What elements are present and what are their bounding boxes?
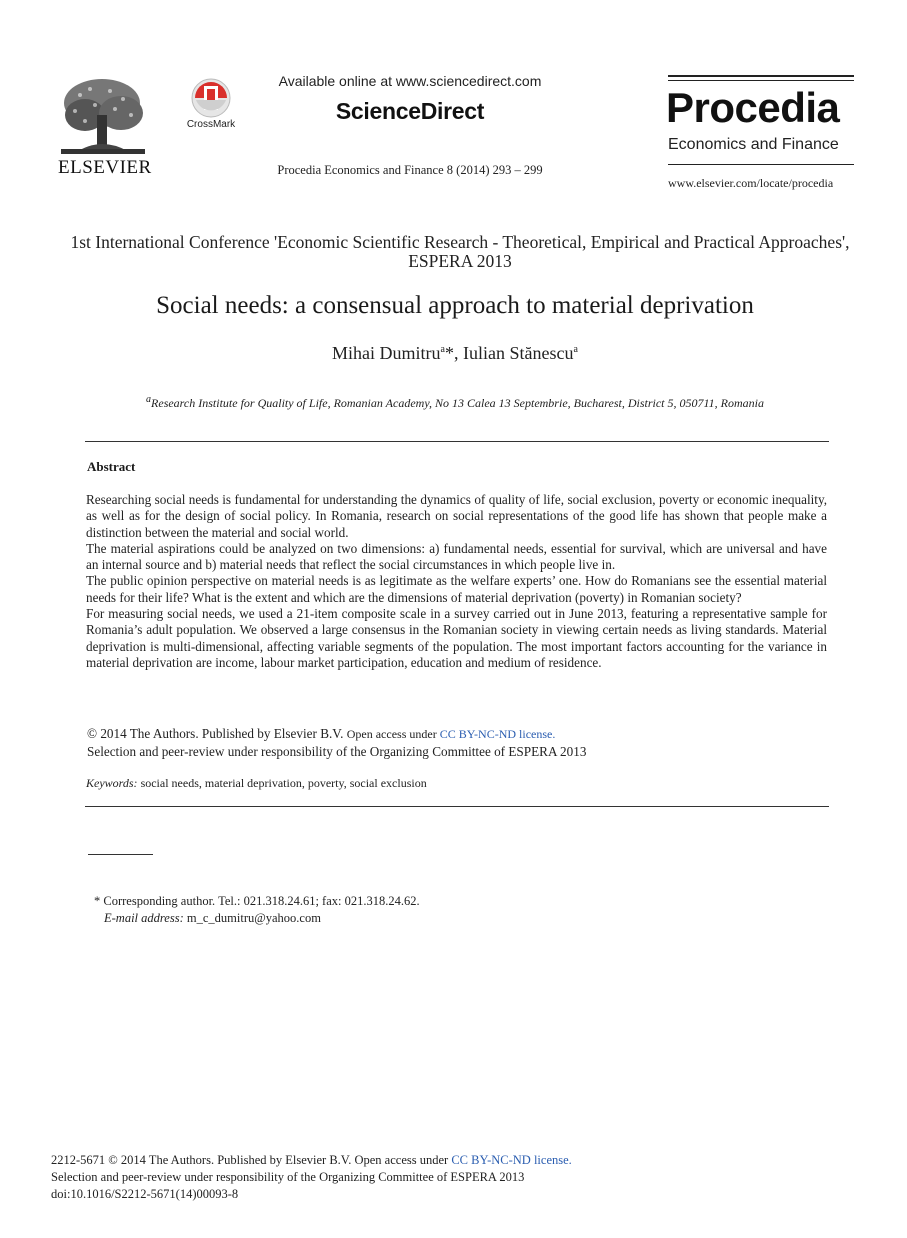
email-label: E-mail address: [104,911,184,925]
affiliation-text: Research Institute for Quality of Life, Romanian Academy, No 13 Calea 13 Septembrie, Bucharest, District 5, 050711, Romania [151,396,764,410]
footer-selection: Selection and peer-review under responsibility of the Organizing Committee of ESPERA 2013 [51,1170,525,1184]
procedia-rule [668,164,854,165]
crossmark-label: CrossMark [186,119,236,130]
abstract-heading: Abstract [87,459,136,474]
author-1: Mihai Dumitru [332,343,441,363]
footer-copyright-text: 2212-5671 © 2014 The Authors. Published by Elsevier B.V. Open access under [51,1153,452,1167]
author-2-affiliation-mark: a [573,344,578,355]
selection-note: Selection and peer-review under responsibility of the Organizing Committee of ESPERA 2013 [87,744,587,759]
affiliation [60,394,850,411]
keywords-label: Keywords: [86,776,138,790]
copyright-text: © 2014 The Authors. Published by Elsevier B.V. [87,726,347,741]
abstract-paragraph: The public opinion perspective on material needs is as legitimate as the welfare experts’ one. How do Romanians see the essential material needs for their life? What is the extent and which are the dimensions of material deprivation (poverty) in Romanian society? [86,573,827,605]
conference-name: 1st International Conference 'Economic Scientific Research - Theoretical, Empirical and Practical Approaches', ESPERA 2013 [70,232,850,271]
author-separator: *, [445,343,463,363]
keywords-line [86,776,427,791]
abstract-paragraph: Researching social needs is fundamental for understanding the dynamics of quality of life, social exclusion, poverty or economic inequality, as well as for the design of social policy. In Romania, research on social representations of the good life has shown that people make a distinction between the material and social world. [86,492,827,540]
keywords-text: social needs, material deprivation, poverty, social exclusion [137,776,427,790]
abstract-paragraph: The material aspirations could be analyzed on two dimensions: a) fundamental needs, essential for survival, which are universal and have an internal source and b) material needs that reflect the social circumstances in which people live in. [86,540,827,573]
affiliation-mark: a [146,394,152,405]
abstract-body [86,492,827,671]
footer-doi[interactable]: doi:10.1016/S2212-5671(14)00093-8 [51,1187,239,1201]
author-1-affiliation-mark: a [440,344,445,355]
procedia-url-link[interactable]: www.elsevier.com/locate/procedia [668,176,834,190]
elsevier-wordmark: ELSEVIER [58,157,152,178]
abstract-paragraph: For measuring social needs, we used a 21-item composite scale in a survey carried out in June 2013, featuring a representative sample for Romania’s adult population. We observed a large consensus in the Romanian society in viewing certain needs as living standards. Material deprivation is multi-dimensional, affecting variable segments of the population. The most important factors accounting for the variance in material deprivation are income, labour market participation, education and medium of residence. [86,606,827,670]
email-line [104,911,321,926]
footnote-rule [88,854,153,855]
footer-license-link[interactable]: CC BY-NC-ND license. [451,1153,572,1167]
copyright-line [87,726,555,742]
procedia-subtitle: Economics and Finance [668,136,839,153]
journal-reference: Procedia Economics and Finance 8 (2014) 293 – 299 [277,163,543,177]
sciencedirect-logo[interactable]: ScienceDirect [335,98,485,124]
open-access-text: Open access under [346,727,440,741]
corresponding-author-note: * Corresponding author. Tel.: 021.318.24.61; fax: 021.318.24.62. [94,894,420,908]
procedia-top-rule-thin [668,80,854,81]
author-2: Iulian Stănescu [463,343,574,363]
available-online-text: Available online at www.sciencedirect.com [278,73,542,89]
paper-title: Social needs: a consensual approach to material deprivation [156,292,754,319]
footer-copyright [51,1153,572,1168]
abstract-bottom-rule [85,806,829,807]
email-address[interactable]: m_c_dumitru@yahoo.com [183,911,321,925]
procedia-top-rule [668,75,854,77]
license-link[interactable]: CC BY-NC-ND license. [439,727,556,741]
abstract-top-rule [85,441,829,442]
procedia-logo: Procedia [666,84,840,131]
authors-line [50,343,860,364]
